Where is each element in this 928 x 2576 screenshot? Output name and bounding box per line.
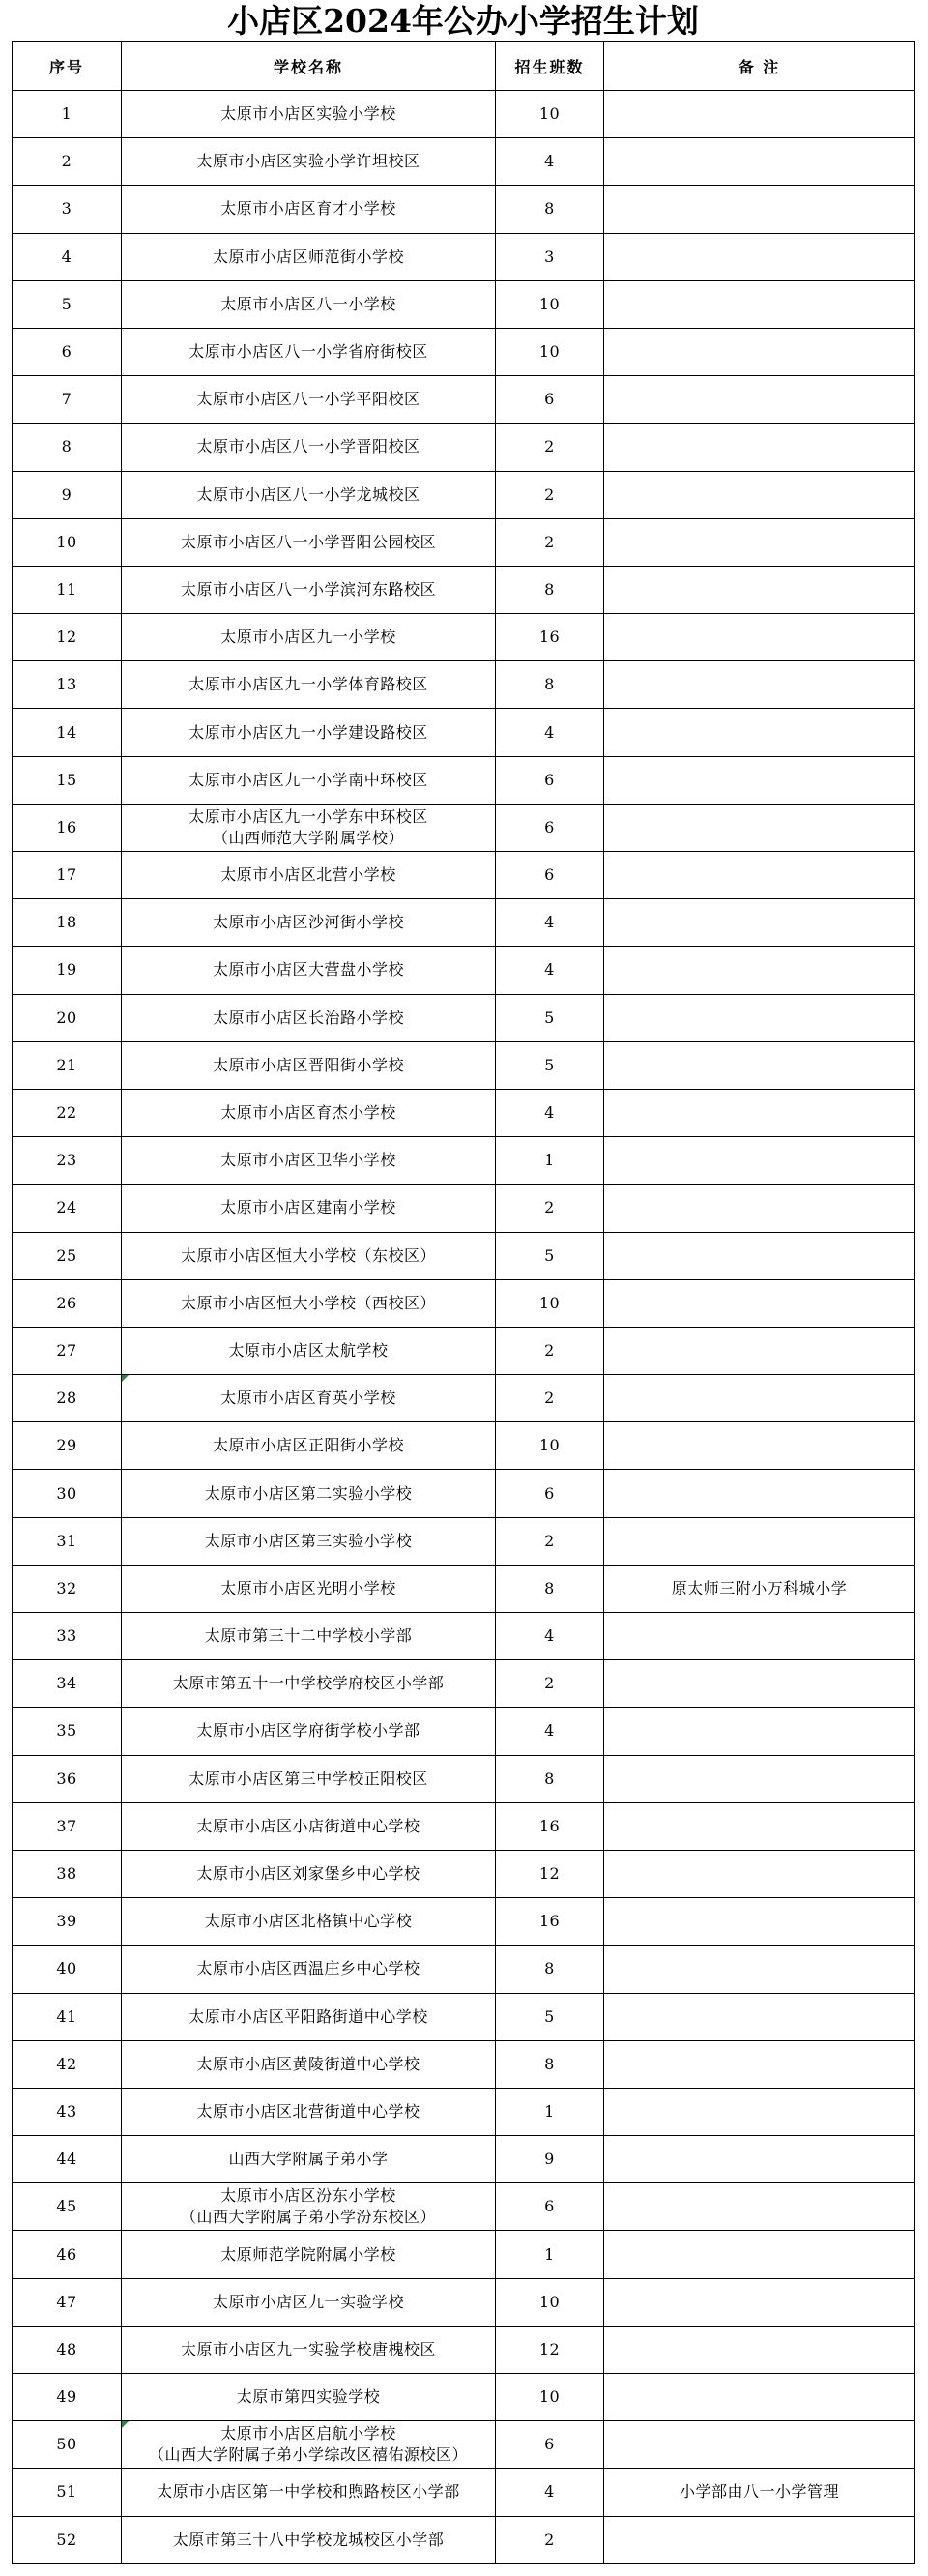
school-name: 山西大学附属子弟小学 <box>122 2136 496 2183</box>
school-name: 太原市小店区汾东小学校 （山西大学附属子弟小学汾东校区） <box>122 2183 496 2231</box>
class-count: 10 <box>496 1279 604 1327</box>
table-row <box>13 280 915 328</box>
remark <box>604 1422 915 1470</box>
table-row <box>13 1850 915 1897</box>
school-name: 太原市小店区太航学校 <box>122 1327 496 1374</box>
table-row <box>13 852 915 899</box>
class-count: 4 <box>496 899 604 947</box>
class-count: 9 <box>496 2136 604 2183</box>
school-name: 太原市小店区八一小学晋阳公园校区 <box>122 518 496 566</box>
table-row <box>13 186 915 233</box>
table-row <box>13 518 915 566</box>
remark <box>604 2326 915 2373</box>
table-row <box>13 2231 915 2278</box>
class-count: 1 <box>496 1137 604 1185</box>
remark <box>604 1375 915 1422</box>
row-number: 22 <box>13 1089 122 1136</box>
table-row <box>13 709 915 756</box>
class-count: 6 <box>496 1470 604 1517</box>
table-row <box>13 2278 915 2326</box>
class-count: 10 <box>496 2374 604 2421</box>
table-row <box>13 2421 915 2469</box>
row-number: 46 <box>13 2231 122 2278</box>
row-number: 40 <box>13 1946 122 1993</box>
class-count: 8 <box>496 1565 604 1612</box>
class-count: 12 <box>496 2326 604 2373</box>
school-name: 太原市第五十一中学校学府校区小学部 <box>122 1660 496 1708</box>
header-class-count: 招生班数 <box>496 42 604 91</box>
row-number: 13 <box>13 661 122 709</box>
school-name: 太原市小店区正阳街小学校 <box>122 1422 496 1470</box>
remark <box>604 1708 915 1755</box>
remark <box>604 518 915 566</box>
row-number: 16 <box>13 804 122 851</box>
table-row <box>13 1946 915 1993</box>
school-name: 太原市小店区平阳路街道中心学校 <box>122 1993 496 2040</box>
row-number: 39 <box>13 1898 122 1946</box>
remark <box>604 186 915 233</box>
school-name: 太原市小店区北营小学校 <box>122 852 496 899</box>
class-count: 2 <box>496 1517 604 1565</box>
row-number: 35 <box>13 1708 122 1755</box>
class-count: 2 <box>496 1327 604 1374</box>
table-row <box>13 2326 915 2373</box>
table-row <box>13 1660 915 1708</box>
remark <box>604 2374 915 2421</box>
table-row <box>13 233 915 280</box>
school-name: 太原市第四实验学校 <box>122 2374 496 2421</box>
row-number: 41 <box>13 1993 122 2040</box>
header-remark: 备 注 <box>604 42 915 91</box>
table-row <box>13 1422 915 1470</box>
class-count: 6 <box>496 756 604 804</box>
row-number: 47 <box>13 2278 122 2326</box>
class-count: 10 <box>496 91 604 138</box>
remark <box>604 1755 915 1802</box>
school-name: 太原市小店区八一小学龙城校区 <box>122 471 496 518</box>
header-no: 序号 <box>13 42 122 91</box>
school-name: 太原市小店区第三实验小学校 <box>122 1517 496 1565</box>
row-number: 4 <box>13 233 122 280</box>
remark: 小学部由八一小学管理 <box>604 2469 915 2516</box>
remark <box>604 1185 915 1232</box>
table-row <box>13 1279 915 1327</box>
row-number: 38 <box>13 1850 122 1897</box>
table-row <box>13 1802 915 1850</box>
row-number: 33 <box>13 1613 122 1660</box>
row-number: 50 <box>13 2421 122 2469</box>
school-name: 太原市小店区八一小学晋阳校区 <box>122 424 496 471</box>
remark <box>604 1470 915 1517</box>
row-number: 44 <box>13 2136 122 2183</box>
school-name: 太原市小店区九一实验学校唐槐校区 <box>122 2326 496 2373</box>
school-name: 太原市小店区八一小学省府街校区 <box>122 328 496 375</box>
row-number: 18 <box>13 899 122 947</box>
table-row <box>13 1185 915 1232</box>
table-row <box>13 1565 915 1612</box>
row-number: 10 <box>13 518 122 566</box>
class-count: 10 <box>496 328 604 375</box>
green-triangle-icon <box>122 1375 129 1382</box>
table-row <box>13 1708 915 1755</box>
class-count: 6 <box>496 852 604 899</box>
table-row <box>13 1613 915 1660</box>
class-count: 8 <box>496 186 604 233</box>
remark <box>604 2183 915 2231</box>
class-count: 8 <box>496 2040 604 2088</box>
class-count: 8 <box>496 1946 604 1993</box>
class-count: 4 <box>496 1613 604 1660</box>
table-row <box>13 471 915 518</box>
remark <box>604 947 915 994</box>
class-count: 4 <box>496 1089 604 1136</box>
class-count: 2 <box>496 518 604 566</box>
table-row <box>13 2040 915 2088</box>
row-number: 29 <box>13 1422 122 1470</box>
school-name: 太原市小店区第三中学校正阳校区 <box>122 1755 496 1802</box>
table-row <box>13 2088 915 2135</box>
remark <box>604 280 915 328</box>
table-row <box>13 804 915 851</box>
remark <box>604 1613 915 1660</box>
class-count: 2 <box>496 1375 604 1422</box>
class-count: 10 <box>496 280 604 328</box>
table-row <box>13 1993 915 2040</box>
row-number: 31 <box>13 1517 122 1565</box>
remark <box>604 471 915 518</box>
remark <box>604 2088 915 2135</box>
remark <box>604 852 915 899</box>
remark <box>604 1137 915 1185</box>
class-count: 4 <box>496 2469 604 2516</box>
school-name: 太原市小店区启航小学校 （山西大学附属子弟小学综改区禧佑源校区） <box>148 2424 468 2465</box>
class-count: 4 <box>496 138 604 186</box>
class-count: 6 <box>496 376 604 424</box>
table-row <box>13 376 915 424</box>
school-name: 太原市小店区晋阳街小学校 <box>122 1041 496 1089</box>
class-count: 2 <box>496 1185 604 1232</box>
school-name: 太原市小店区恒大小学校（西校区） <box>122 1279 496 1327</box>
table-row <box>13 1755 915 1802</box>
table-row <box>13 2516 915 2563</box>
class-count: 5 <box>496 1041 604 1089</box>
row-number: 45 <box>13 2183 122 2231</box>
class-count: 4 <box>496 947 604 994</box>
row-number: 8 <box>13 424 122 471</box>
school-name-cell <box>122 2421 496 2469</box>
table-row <box>13 947 915 994</box>
table-row <box>13 2136 915 2183</box>
remark <box>604 138 915 186</box>
class-count: 6 <box>496 804 604 851</box>
row-number: 52 <box>13 2516 122 2563</box>
table-row <box>13 2374 915 2421</box>
school-name: 太原市小店区长治路小学校 <box>122 994 496 1041</box>
school-name: 太原市第三十二中学校小学部 <box>122 1613 496 1660</box>
row-number: 7 <box>13 376 122 424</box>
row-number: 34 <box>13 1660 122 1708</box>
school-name: 太原市小店区八一小学校 <box>122 280 496 328</box>
row-number: 3 <box>13 186 122 233</box>
remark <box>604 2278 915 2326</box>
remark <box>604 899 915 947</box>
school-name: 太原市小店区九一小学建设路校区 <box>122 709 496 756</box>
school-name: 太原市小店区第一中学校和煦路校区小学部 <box>122 2469 496 2516</box>
row-number: 23 <box>13 1137 122 1185</box>
remark <box>604 91 915 138</box>
class-count: 10 <box>496 2278 604 2326</box>
remark <box>604 2136 915 2183</box>
table-row <box>13 614 915 661</box>
school-name: 太原市小店区八一小学平阳校区 <box>122 376 496 424</box>
table-row <box>13 566 915 613</box>
class-count: 8 <box>496 566 604 613</box>
school-name: 太原市第三十八中学校龙城校区小学部 <box>122 2516 496 2563</box>
table-row <box>13 1089 915 1136</box>
class-count: 6 <box>496 2421 604 2469</box>
table-row <box>13 2469 915 2516</box>
remark <box>604 756 915 804</box>
remark <box>604 661 915 709</box>
table-row <box>13 1470 915 1517</box>
school-name: 太原市小店区九一小学东中环校区 （山西师范大学附属学校） <box>122 804 496 851</box>
remark <box>604 2040 915 2088</box>
remark <box>604 1946 915 1993</box>
class-count: 10 <box>496 1422 604 1470</box>
school-name: 太原市小店区实验小学许坦校区 <box>122 138 496 186</box>
class-count: 5 <box>496 1993 604 2040</box>
header-school-name: 学校名称 <box>122 42 496 91</box>
row-number: 9 <box>13 471 122 518</box>
table-row <box>13 1375 915 1422</box>
remark <box>604 804 915 851</box>
remark <box>604 2516 915 2563</box>
school-name: 太原市小店区大营盘小学校 <box>122 947 496 994</box>
table-row <box>13 424 915 471</box>
class-count: 2 <box>496 424 604 471</box>
table-row <box>13 1327 915 1374</box>
remark <box>604 709 915 756</box>
table-row <box>13 661 915 709</box>
class-count: 8 <box>496 661 604 709</box>
class-count: 2 <box>496 2516 604 2563</box>
school-name: 太原市小店区西温庄乡中心学校 <box>122 1946 496 1993</box>
remark <box>604 1993 915 2040</box>
row-number: 11 <box>13 566 122 613</box>
table-row <box>13 1232 915 1279</box>
remark <box>604 328 915 375</box>
table-row <box>13 756 915 804</box>
row-number: 24 <box>13 1185 122 1232</box>
row-number: 19 <box>13 947 122 994</box>
school-name: 太原市小店区八一小学滨河东路校区 <box>122 566 496 613</box>
school-name: 太原市小店区第二实验小学校 <box>122 1470 496 1517</box>
school-name: 太原市小店区刘家堡乡中心学校 <box>122 1850 496 1897</box>
remark <box>604 1660 915 1708</box>
school-name: 太原市小店区卫华小学校 <box>122 1137 496 1185</box>
row-number: 42 <box>13 2040 122 2088</box>
class-count: 2 <box>496 471 604 518</box>
school-name-cell <box>122 1375 496 1422</box>
remark <box>604 1041 915 1089</box>
table-row <box>13 994 915 1041</box>
class-count: 5 <box>496 994 604 1041</box>
row-number: 51 <box>13 2469 122 2516</box>
row-number: 48 <box>13 2326 122 2373</box>
school-name: 太原市小店区育才小学校 <box>122 186 496 233</box>
row-number: 15 <box>13 756 122 804</box>
remark <box>604 1802 915 1850</box>
class-count: 1 <box>496 2231 604 2278</box>
school-name: 太原市小店区育杰小学校 <box>122 1089 496 1136</box>
remark <box>604 1279 915 1327</box>
school-name: 太原师范学院附属小学校 <box>122 2231 496 2278</box>
remark <box>604 233 915 280</box>
remark <box>604 2231 915 2278</box>
school-name: 太原市小店区育英小学校 <box>220 1389 396 1408</box>
remark <box>604 1898 915 1946</box>
remark <box>604 614 915 661</box>
school-name: 太原市小店区实验小学校 <box>122 91 496 138</box>
school-name: 太原市小店区黄陵街道中心学校 <box>122 2040 496 2088</box>
school-name: 太原市小店区师范街小学校 <box>122 233 496 280</box>
class-count: 4 <box>496 709 604 756</box>
remark <box>604 1517 915 1565</box>
table-header-row <box>13 42 915 91</box>
row-number: 17 <box>13 852 122 899</box>
remark: 原太师三附小万科城小学 <box>604 1565 915 1612</box>
class-count: 2 <box>496 1660 604 1708</box>
remark <box>604 1232 915 1279</box>
row-number: 12 <box>13 614 122 661</box>
school-name: 太原市小店区沙河街小学校 <box>122 899 496 947</box>
row-number: 36 <box>13 1755 122 1802</box>
table-row <box>13 328 915 375</box>
class-count: 4 <box>496 1708 604 1755</box>
class-count: 12 <box>496 1850 604 1897</box>
row-number: 32 <box>13 1565 122 1612</box>
school-name: 太原市小店区小店街道中心学校 <box>122 1802 496 1850</box>
row-number: 6 <box>13 328 122 375</box>
row-number: 1 <box>13 91 122 138</box>
class-count: 16 <box>496 1802 604 1850</box>
page-title: 小店区2024年公办小学招生计划 <box>227 2 699 40</box>
row-number: 14 <box>13 709 122 756</box>
row-number: 21 <box>13 1041 122 1089</box>
remark <box>604 2421 915 2469</box>
row-number: 28 <box>13 1375 122 1422</box>
school-name: 太原市小店区学府街学校小学部 <box>122 1708 496 1755</box>
row-number: 20 <box>13 994 122 1041</box>
remark <box>604 424 915 471</box>
class-count: 16 <box>496 1898 604 1946</box>
school-name: 太原市小店区恒大小学校（东校区） <box>122 1232 496 1279</box>
table-row <box>13 899 915 947</box>
row-number: 25 <box>13 1232 122 1279</box>
table-row <box>13 1137 915 1185</box>
table-row <box>13 138 915 186</box>
row-number: 5 <box>13 280 122 328</box>
class-count: 8 <box>496 1755 604 1802</box>
row-number: 37 <box>13 1802 122 1850</box>
table-row <box>13 2183 915 2231</box>
row-number: 43 <box>13 2088 122 2135</box>
class-count: 3 <box>496 233 604 280</box>
remark <box>604 1327 915 1374</box>
table-row <box>13 1898 915 1946</box>
remark <box>604 1850 915 1897</box>
table-row <box>13 91 915 138</box>
school-name: 太原市小店区建南小学校 <box>122 1185 496 1232</box>
remark <box>604 376 915 424</box>
school-name: 太原市小店区九一小学校 <box>122 614 496 661</box>
remark <box>604 994 915 1041</box>
school-name: 太原市小店区九一实验学校 <box>122 2278 496 2326</box>
row-number: 30 <box>13 1470 122 1517</box>
row-number: 2 <box>13 138 122 186</box>
class-count: 5 <box>496 1232 604 1279</box>
remark <box>604 566 915 613</box>
school-name: 太原市小店区九一小学体育路校区 <box>122 661 496 709</box>
green-triangle-icon <box>122 2421 129 2428</box>
class-count: 1 <box>496 2088 604 2135</box>
row-number: 27 <box>13 1327 122 1374</box>
school-name: 太原市小店区光明小学校 <box>122 1565 496 1612</box>
class-count: 6 <box>496 2183 604 2231</box>
table-row <box>13 1517 915 1565</box>
row-number: 49 <box>13 2374 122 2421</box>
table-row <box>13 1041 915 1089</box>
class-count: 16 <box>496 614 604 661</box>
school-name: 太原市小店区九一小学南中环校区 <box>122 756 496 804</box>
remark <box>604 1089 915 1136</box>
school-name: 太原市小店区北格镇中心学校 <box>122 1898 496 1946</box>
row-number: 26 <box>13 1279 122 1327</box>
school-name: 太原市小店区北营街道中心学校 <box>122 2088 496 2135</box>
enrollment-plan-table <box>12 41 915 2564</box>
